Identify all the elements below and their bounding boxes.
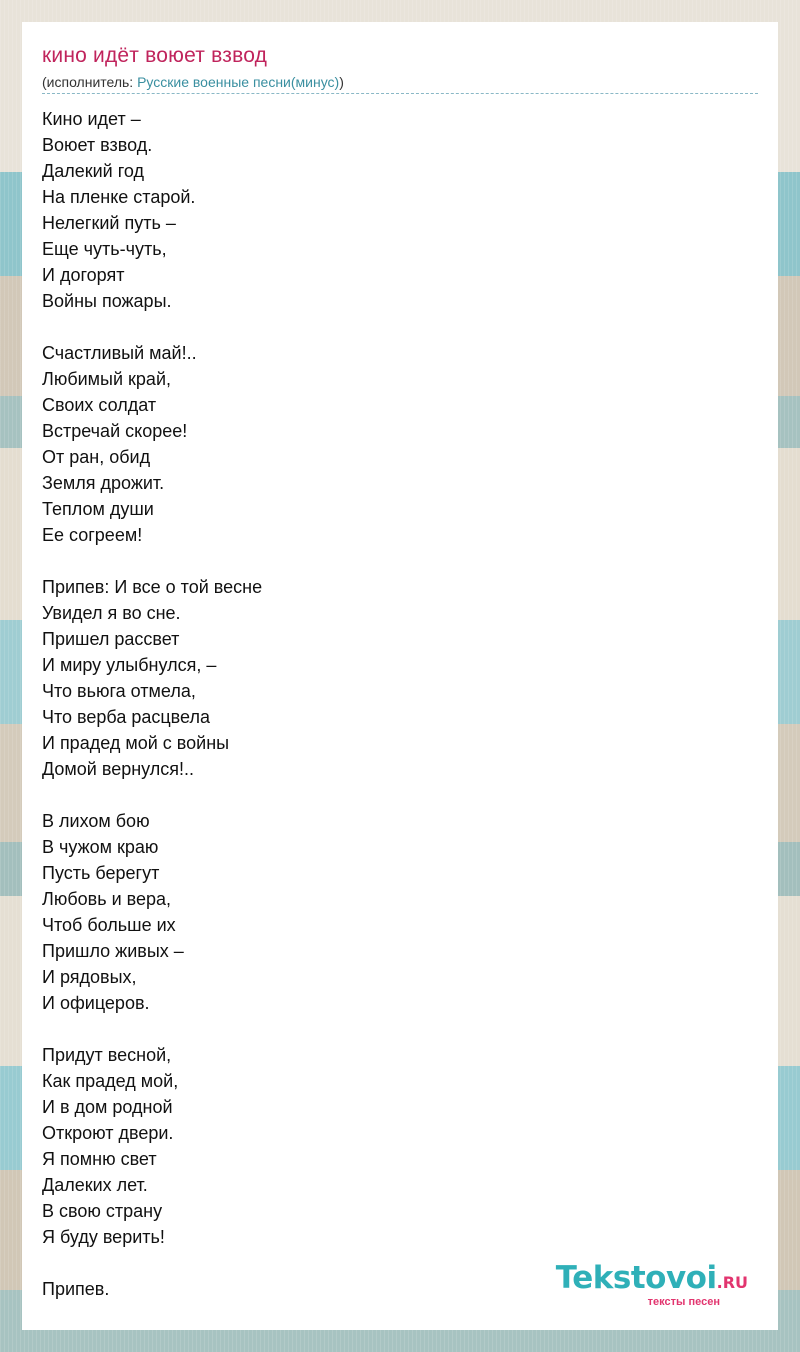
lyrics-card — [22, 22, 778, 1330]
artist-prefix: (исполнитель: — [42, 74, 138, 90]
song-title: кино идёт воюет взвод — [42, 44, 268, 67]
logo-wordmark — [555, 1260, 748, 1298]
site-logo[interactable] — [555, 1260, 748, 1308]
lyrics-text: Кино идет – Воюет взвод. Далекий год На пленке старой. Нелегкий путь – Еще чуть-чуть, И догорят Войны пожары. Счастливый май!.. Любимый край, Своих солдат Встречай скорее! От ран, обид Земля дрожит. Теплом души Ее согреем! Припев: И все о той весне Увидел я во сне. Пришел рассвет И миру улыбнулся, – Что вьюга отмела, Что верба расцвела И прадед мой с войны Домой вернулся!.. В лихом бою В чужом краю Пусть берегут Любовь и вера, Чтоб больше их Пришло живых – И рядовых, И офицеров. Придут весной, Как прадед мой, И в дом родной Откроют двери. Я помню свет Далеких лет. В свою страну Я буду верить! Припев. — [42, 109, 263, 1299]
logo-tagline: тексты песен — [647, 1296, 720, 1308]
logo-main-text: Tekstovoi — [555, 1260, 717, 1296]
artist-suffix: ) — [339, 74, 344, 90]
divider — [42, 93, 758, 94]
artist-line — [42, 74, 344, 90]
logo-domain: .RU — [716, 1273, 748, 1292]
artist-link[interactable]: Русские военные песни(минус) — [137, 74, 340, 90]
